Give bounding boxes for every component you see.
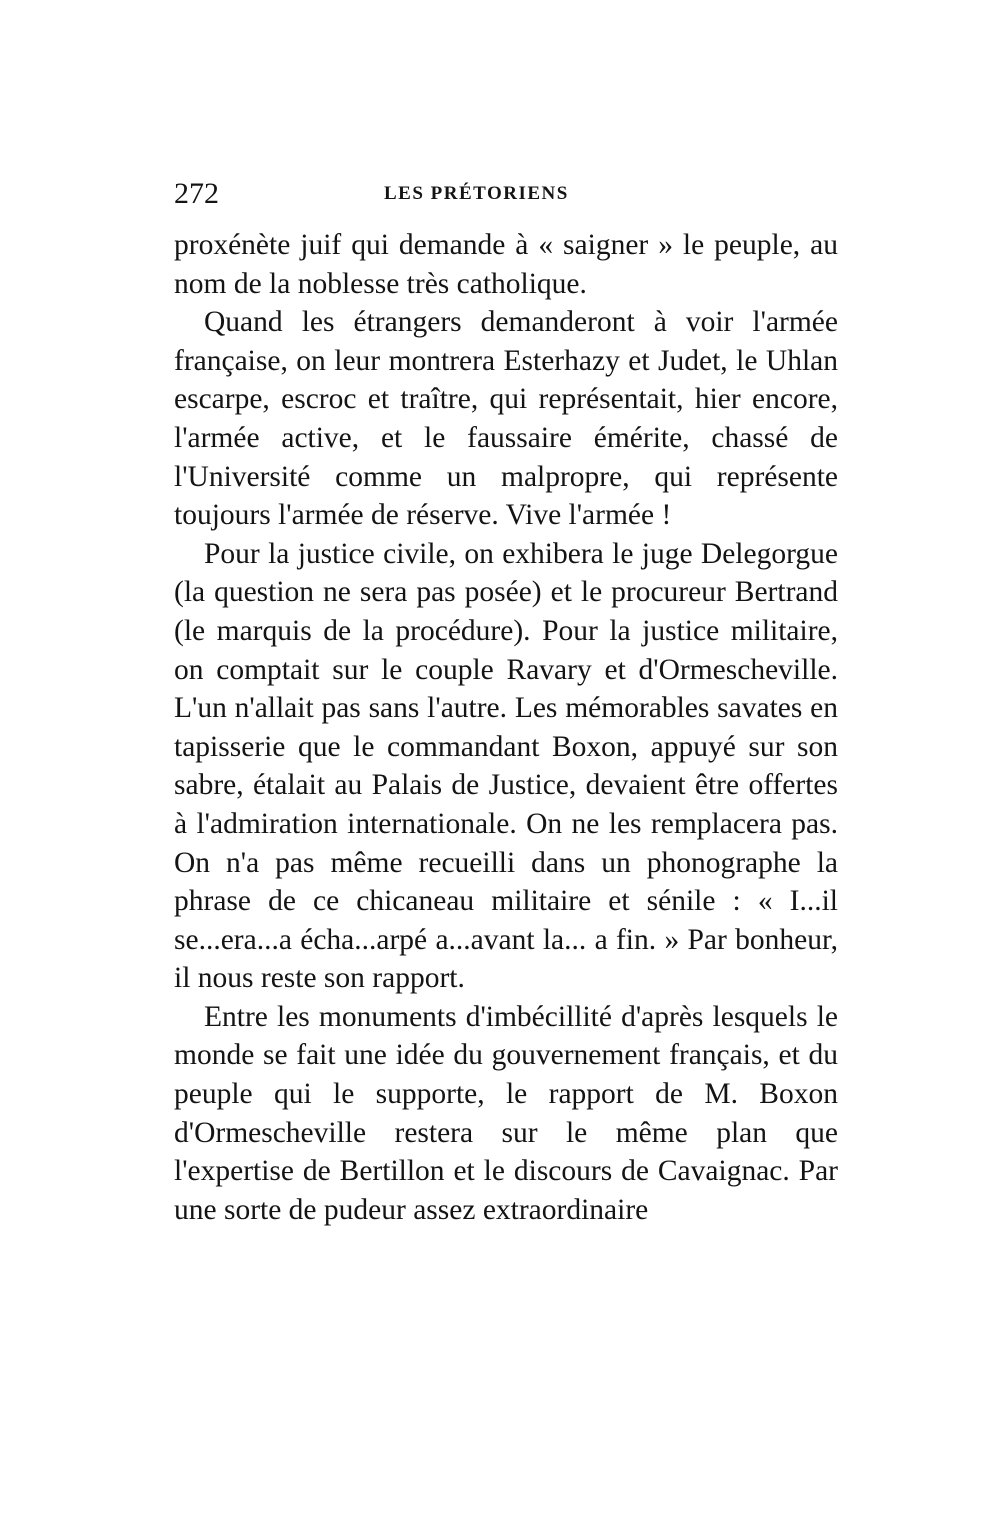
paragraph: Pour la justice civile, on exhibera le juge Delegorgue (la question ne sera pas posée) et le procureur Bertrand (le marquis de la procédure). Pour la justice militaire, on comptait sur le couple Ravary et d'Ormescheville. L'un n'allait pas sans l'autre. Les mémorables savates en tapisserie que le commandant Boxon, appuyé sur son sabre, étalait au Palais de Justice, devaient être offertes à l'admiration internationale. On ne les remplacera pas. On n'a pas même recueilli dans un phonographe la phrase de ce chicaneau militaire et sénile : « I...il se...era...a écha...arpé a...avant la... a fin. » Par bonheur, il nous reste son rapport. xyxy=(174,537,838,995)
running-title: LES PRÉTORIENS xyxy=(384,183,569,204)
page-number: 272 xyxy=(174,177,219,210)
running-head xyxy=(174,172,838,216)
body-text xyxy=(174,226,838,1229)
paragraph-continuation: proxénète juif qui demande à « saigner » le peuple, au nom de la noblesse très catholique. xyxy=(174,229,838,300)
paragraph: Quand les étrangers demanderont à voir l'armée française, on leur montrera Esterhazy et Judet, le Uhlan escarpe, escroc et traître, qui représentait, hier encore, l'armée active, et le faussaire émérite, chassé de l'Université comme un malpropre, qui représente toujours l'armée de réserve. Vive l'armée ! xyxy=(174,306,838,532)
paragraph: Entre les monuments d'imbécillité d'après lesquels le monde se fait une idée du gouvernement français, et du peuple qui le supporte, le rapport de M. Boxon d'Ormescheville restera sur le même plan que l'expertise de Bertillon et le discours de Cavaignac. Par une sorte de pudeur assez extraordinaire xyxy=(174,1000,838,1226)
